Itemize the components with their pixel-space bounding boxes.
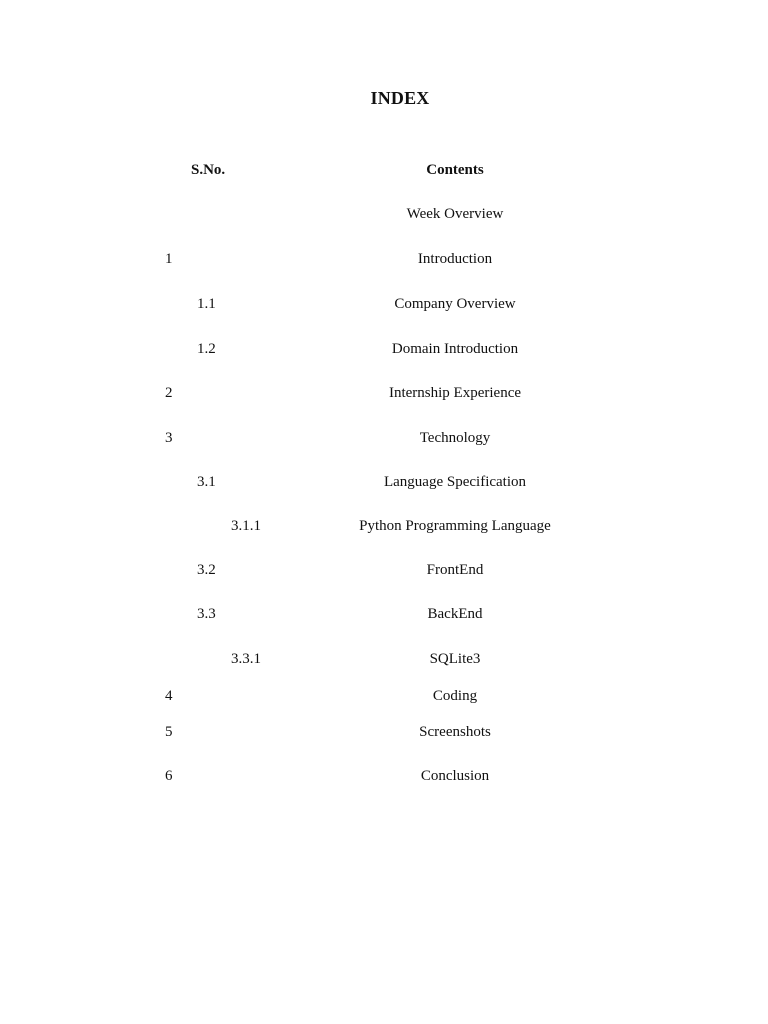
row-number: 3.1 [197,474,216,490]
row-title: Company Overview [394,296,516,312]
row-title: FrontEnd [426,562,484,578]
row-title: Python Programming Language [359,518,551,534]
index-row [0,430,768,452]
sno-column-header: S.No. [191,162,226,178]
index-row [0,341,768,363]
row-title: Language Specification [383,474,527,490]
row-title: Conclusion [420,768,490,784]
page-title: INDEX [370,88,430,108]
row-number: 3.3 [197,606,216,622]
row-number: 3.3.1 [231,651,261,667]
row-number: 2 [165,385,173,401]
contents-column-header: Contents [426,162,484,178]
row-title: Introduction [417,251,493,267]
index-row [0,206,768,228]
index-row [0,385,768,407]
index-row [0,474,768,496]
index-row [0,562,768,584]
index-row [0,688,768,710]
index-row [0,724,768,746]
row-title: Week Overview [406,206,504,222]
row-title: Technology [419,430,491,446]
row-number: 1 [165,251,173,267]
index-row [0,251,768,273]
row-number: 5 [165,724,173,740]
row-title: BackEnd [427,606,483,622]
index-row [0,651,768,673]
index-row [0,518,768,540]
index-row [0,606,768,628]
row-number: 1.1 [197,296,216,312]
row-number: 4 [165,688,173,704]
index-row [0,296,768,318]
row-title: Screenshots [419,724,491,740]
row-number: 3 [165,430,173,446]
row-number: 3.1.1 [231,518,261,534]
index-row [0,768,768,790]
row-number: 6 [165,768,173,784]
row-title: Coding [432,688,478,704]
row-title: Domain Introduction [391,341,519,357]
row-title: SQLite3 [429,651,481,667]
row-number: 1.2 [197,341,216,357]
row-title: Internship Experience [388,385,522,401]
row-number: 3.2 [197,562,216,578]
